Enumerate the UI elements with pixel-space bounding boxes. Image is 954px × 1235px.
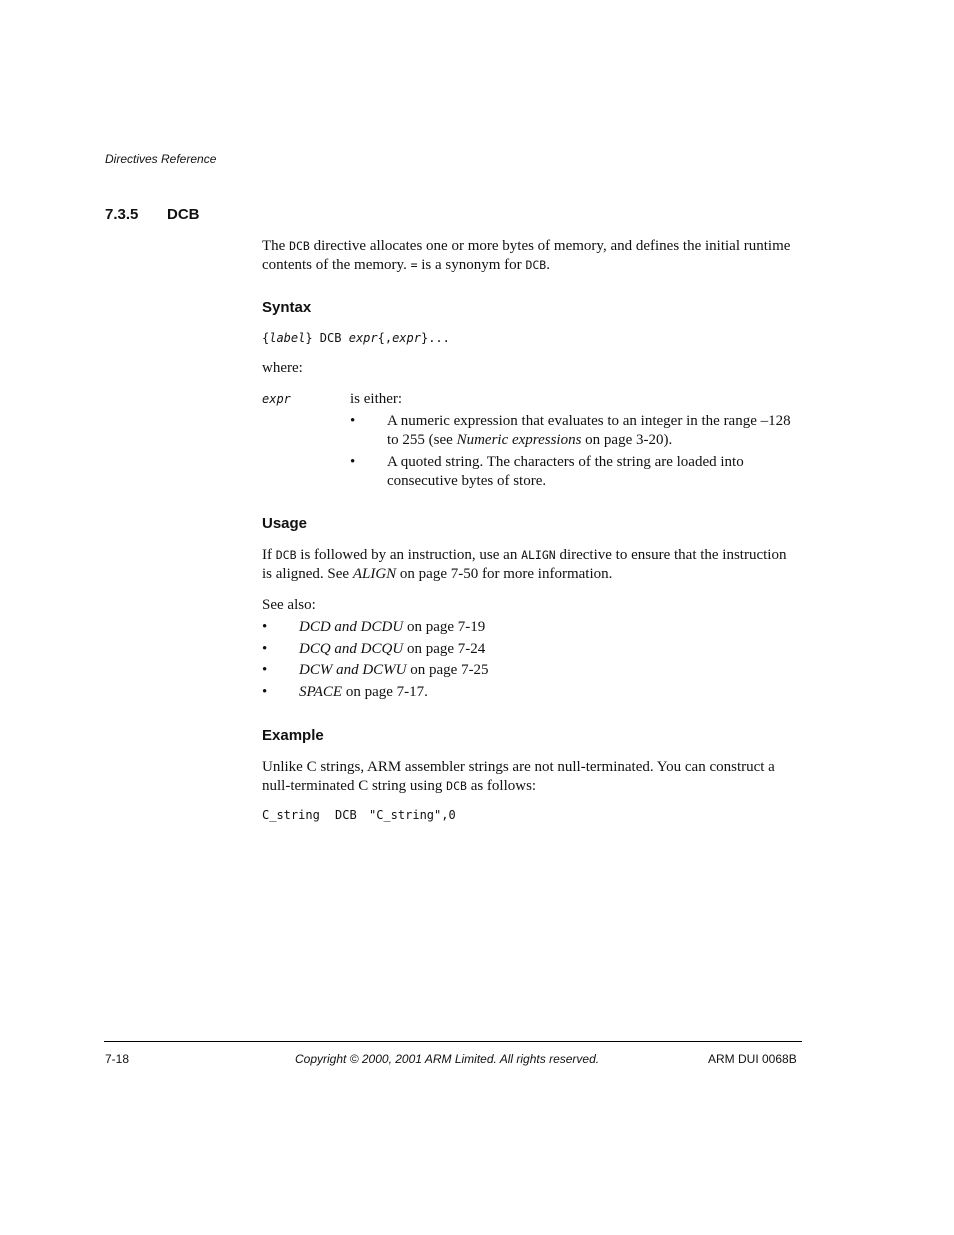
ref-dcq[interactable]: DCQ and DCQU on page 7-24 <box>299 641 486 657</box>
intro-line-1: The DCB directive allocates one or more bytes of memory, and defines the initial runtime <box>262 238 791 254</box>
ref-dcd[interactable]: DCD and DCDU on page 7-19 <box>299 619 486 635</box>
param-name: expr <box>262 392 291 406</box>
running-header: Directives Reference <box>105 152 217 166</box>
usage-heading: Usage <box>262 515 308 532</box>
inline-code-dcb: DCB <box>275 548 297 562</box>
bullet-marker: • <box>262 662 268 678</box>
syntax-line: {label} DCB expr{,expr}... <box>262 331 450 345</box>
inline-code-dcb: DCB <box>525 258 547 272</box>
inline-code-dcb: DCB <box>446 779 467 793</box>
example-paragraph: Unlike C strings, ARM assembler strings are not null-terminated. You can construct a null-terminated C string using DCB as follows: <box>262 759 775 794</box>
section-title: DCB <box>167 206 200 223</box>
section-number: 7.3.5 <box>105 206 139 223</box>
inline-code-dcb: DCB <box>289 239 310 253</box>
example-code-label: C_string <box>262 808 320 822</box>
link-align[interactable]: ALIGN <box>352 566 397 582</box>
bullet-marker: • <box>262 619 268 635</box>
bullet-quoted-string: A quoted string. The characters of the string are loaded into consecutive bytes of store. <box>387 454 744 489</box>
usage-paragraph: If DCB is followed by an instruction, use an ALIGN directive to ensure that the instruction is aligned. See ALIGN on page 7-50 for more information. <box>262 547 787 582</box>
where-text: where: <box>262 360 303 376</box>
intro-line-2: contents of the memory. = is a synonym for DCB. <box>262 257 550 273</box>
page-number: 7-18 <box>105 1052 130 1066</box>
example-code-op: DCB <box>335 808 357 822</box>
bullet-marker: • <box>350 454 356 470</box>
syntax-heading: Syntax <box>262 299 312 316</box>
intro-paragraph <box>262 237 790 275</box>
example-heading: Example <box>262 727 324 744</box>
copyright: Copyright © 2000, 2001 ARM Limited. All rights reserved. <box>295 1052 600 1066</box>
see-also-label: See also: <box>262 597 316 613</box>
bullet-marker: • <box>262 641 268 657</box>
footer-rule <box>104 1041 802 1042</box>
ref-dcw[interactable]: DCW and DCWU on page 7-25 <box>299 662 489 678</box>
bullet-numeric-expression: A numeric expression that evaluates to an integer in the range –128 to 255 (see Numeric expressions on page 3-20). <box>387 413 791 448</box>
inline-code-align: ALIGN <box>521 548 556 562</box>
ref-space[interactable]: SPACE on page 7-17. <box>299 684 428 700</box>
bullet-marker: • <box>350 413 356 429</box>
param-description: is either: <box>350 391 403 407</box>
inline-code-eq: = <box>410 258 418 272</box>
document-id: ARM DUI 0068B <box>708 1052 797 1066</box>
bullet-marker: • <box>262 684 268 700</box>
example-code-arg: "C_string",0 <box>369 808 456 822</box>
